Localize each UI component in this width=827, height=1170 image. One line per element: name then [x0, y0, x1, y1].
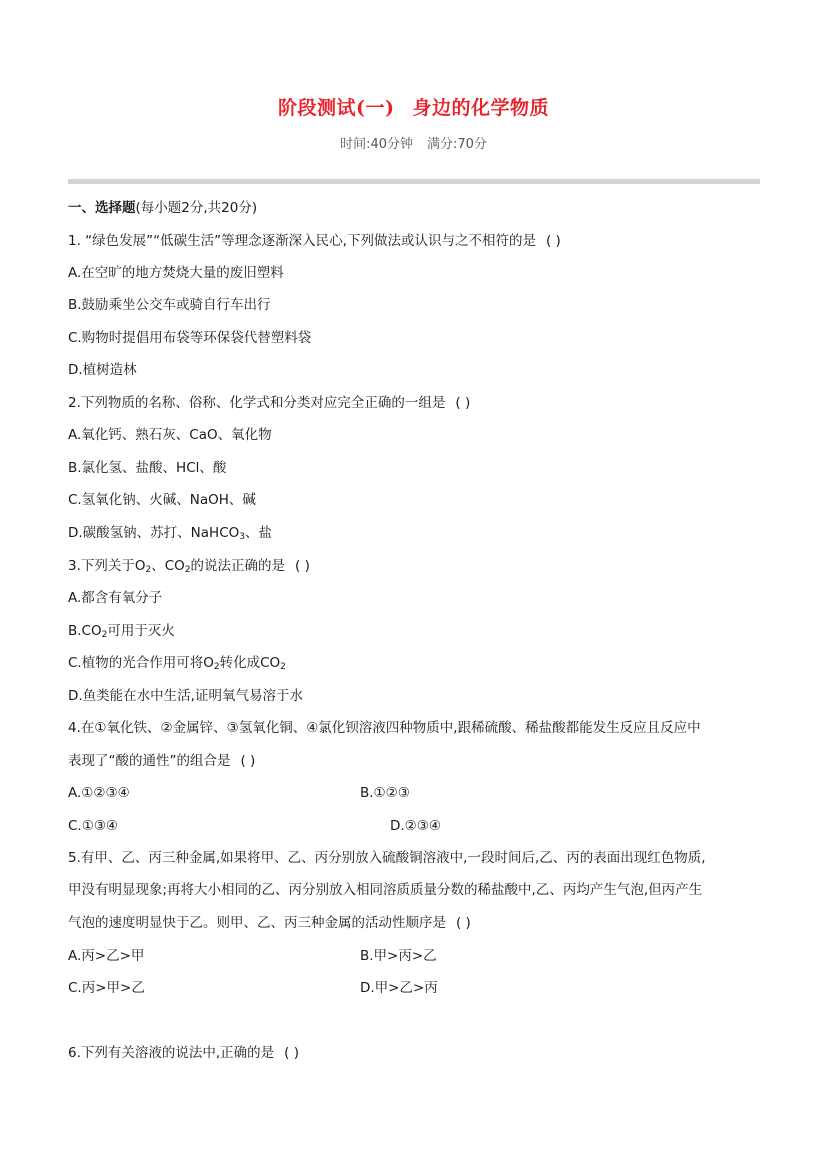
title-part-a: 阶段测试(一): [278, 97, 395, 119]
q1-text: 1. “绿色发展”“低碳生活”等理念逐渐深入民心,下列做法或认识与之不相符的是: [68, 233, 536, 249]
q2-option-d: [68, 524, 272, 542]
q2-d-text-end: 、盐: [245, 525, 272, 541]
q1-option-a: A.在空旷的地方焚烧大量的废旧塑料: [68, 265, 284, 281]
q3-option-b: [68, 622, 175, 640]
subscript: 2: [145, 565, 152, 575]
q1-option-d: D.植树造林: [68, 362, 137, 378]
question-1-stem: [68, 232, 561, 250]
q3-b-text-end: 可用于灭火: [107, 623, 175, 639]
q3-text-2: 、CO: [151, 558, 185, 574]
exam-info: [0, 133, 827, 152]
q4-option-c: C.①③④: [68, 818, 119, 834]
question-4-stem-line2: [68, 752, 255, 770]
q3-option-d: D.鱼类能在水中生活,证明氧气易溶于水: [68, 688, 303, 704]
q5-option-d: D.甲>乙>丙: [360, 980, 438, 996]
page-title: [0, 93, 827, 120]
q5-option-c: C.丙>甲>乙: [68, 980, 145, 996]
section-heading: [68, 199, 257, 217]
q2-text: 2.下列物质的名称、俗称、化学式和分类对应完全正确的一组是: [68, 395, 446, 411]
subscript: 2: [280, 662, 286, 672]
question-5-stem-line2: 甲没有明显现象;再将大小相同的乙、丙分别放入相同溶质质量分数的稀盐酸中,乙、丙均产生气泡,但丙产生: [68, 882, 703, 898]
section-note: (每小题2分,共20分): [135, 200, 258, 216]
subscript: 2: [213, 662, 220, 672]
full-score: 满分:70分: [427, 137, 487, 152]
question-6-stem: [68, 1044, 299, 1062]
q2-option-a: A.氧化钙、熟石灰、CaO、氧化物: [68, 427, 272, 443]
subscript: 2: [184, 565, 191, 575]
q5-text: 气泡的速度明显快于乙。则甲、乙、丙三种金属的活动性顺序是: [68, 915, 446, 931]
q3-c-text-mid: 转化成CO: [219, 655, 281, 671]
q5-option-b: B.甲>丙>乙: [360, 948, 437, 964]
q2-d-text: D.碳酸氢钠、苏打、NaHCO: [68, 525, 240, 541]
q3-b-text: B.CO: [68, 623, 102, 639]
answer-blank: ( ): [456, 915, 471, 931]
question-3-stem: [68, 557, 310, 575]
q2-option-c: C.氢氧化钠、火碱、NaOH、碱: [68, 492, 256, 508]
q5-option-a: A.丙>乙>甲: [68, 948, 145, 964]
q3-text-3: 的说法正确的是: [190, 558, 286, 574]
question-5-stem-line3: [68, 914, 471, 932]
q4-option-a: A.①②③④: [68, 785, 130, 801]
answer-blank: ( ): [545, 233, 561, 249]
q3-text-1: 3.下列关于O: [68, 558, 146, 574]
time-limit: 时间:40分钟: [340, 137, 413, 152]
q1-option-b: B.鼓励乘坐公交车或骑自行车出行: [68, 297, 271, 313]
header-divider: [68, 179, 760, 184]
question-5-stem-line1: 5.有甲、乙、丙三种金属,如果将甲、乙、丙分别放入硫酸铜溶液中,一段时间后,乙、丙的表面出现红色物质,: [68, 850, 706, 866]
question-2-stem: [68, 394, 470, 412]
q3-option-a: A.都含有氧分子: [68, 590, 163, 606]
title-part-b: 身边的化学物质: [412, 97, 549, 119]
section-label: 一、选择题: [68, 200, 136, 216]
q4-option-b: B.①②③: [360, 785, 410, 801]
q3-c-text: C.植物的光合作用可将O: [68, 655, 214, 671]
answer-blank: ( ): [295, 558, 310, 574]
q3-option-c: [68, 654, 286, 672]
q4-text: 表现了“酸的通性”的组合是: [68, 753, 231, 769]
q4-option-d: D.②③④: [390, 818, 441, 834]
answer-blank: ( ): [455, 395, 471, 411]
q2-option-b: B.氯化氢、盐酸、HCl、酸: [68, 460, 227, 476]
answer-blank: ( ): [240, 753, 256, 769]
subscript: 2: [101, 630, 108, 640]
q6-text: 6.下列有关溶液的说法中,正确的是: [68, 1045, 275, 1061]
q1-option-c: C.购物时提倡用布袋等环保袋代替塑料袋: [68, 330, 312, 346]
answer-blank: ( ): [284, 1045, 299, 1061]
question-4-stem-line1: 4.在①氧化铁、②金属锌、③氢氧化铜、④氯化钡溶液四种物质中,跟稀硫酸、稀盐酸都能发生反应且反应中: [68, 720, 701, 736]
subscript: 3: [239, 532, 245, 542]
